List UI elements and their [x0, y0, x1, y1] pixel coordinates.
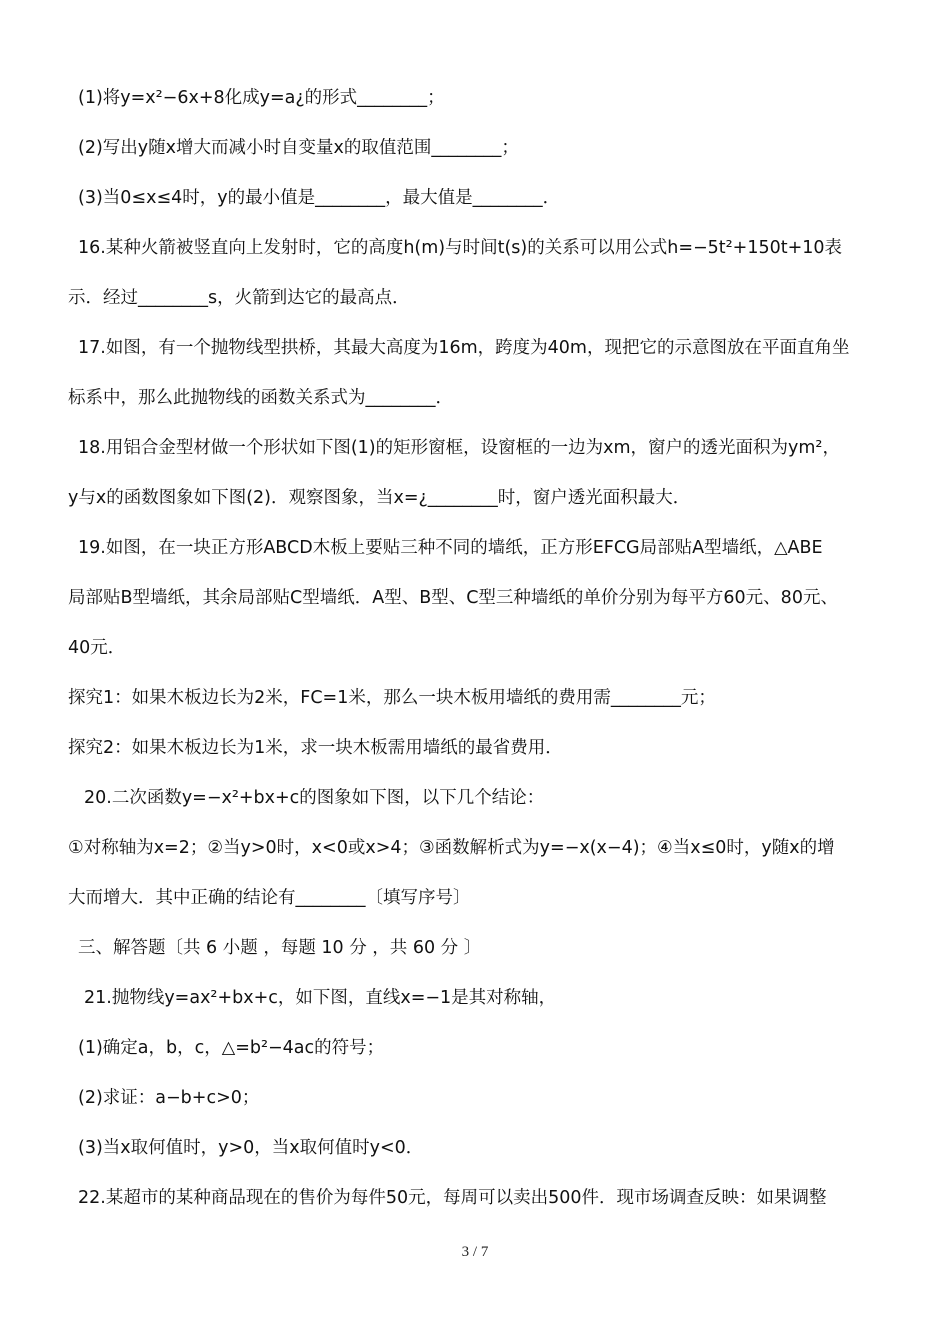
q18-line2: y与x的函数图象如下图(2)．观察图象，当x=¿________时，窗户透光面积最大． [68, 488, 691, 508]
q20-line2: ①对称轴为x=2；②当y>0时，x<0或x>4；③函数解析式为y=−x(x−4)；④当x≤0时，y随x的增 [68, 838, 835, 858]
q20-line1: 20.二次函数y=−x²+bx+c的图象如下图，以下几个结论： [84, 788, 545, 808]
q19-explore2: 探究2：如果木板边长为1米，求一块木板需用墙纸的最省费用． [68, 738, 563, 758]
q15-part1: (1)将y=x²−6x+8化成y=a¿的形式________； [78, 88, 445, 108]
q19-line1: 19.如图，在一块正方形ABCD木板上要贴三种不同的墙纸，正方形EFCG局部贴A型墙纸，△ABE [78, 538, 823, 558]
q22-line1: 22.某超市的某种商品现在的售价为每件50元，每周可以卖出500件．现市场调查反映：如果调整 [78, 1188, 827, 1208]
q18-line1: 18.用铝合金型材做一个形状如下图(1)的矩形窗框，设窗框的一边为xm，窗户的透光面积为ym²， [78, 438, 840, 458]
q19-line2: 局部贴B型墙纸，其余局部贴C型墙纸．A型、B型、C型三种墙纸的单价分别为每平方60元、80元、 [68, 588, 838, 608]
q16-line2: 示．经过________s，火箭到达它的最高点． [68, 288, 410, 308]
q21-part1: (1)确定a，b，c，△=b²−4ac的符号； [78, 1038, 385, 1058]
section-heading: 三、解答题〔共 6 小题 ，每题 10 分 ，共 60 分 〕 [78, 938, 482, 958]
q17-line1: 17.如图，有一个抛物线型拱桥，其最大高度为16m，跨度为40m，现把它的示意图放在平面直角坐 [78, 338, 850, 358]
q17-line2: 标系中，那么此抛物线的函数关系式为________． [68, 388, 453, 408]
q15-part2: (2)写出y随x增大而减小时自变量x的取值范围________； [78, 138, 519, 158]
q19-explore1: 探究1：如果木板边长为2米，FC=1米，那么一块木板用墙纸的费用需________元； [68, 688, 716, 708]
q15-part3: (3)当0≤x≤4时，y的最小值是________，最大值是________． [78, 188, 561, 208]
page-number: 3 / 7 [461, 1244, 489, 1260]
q19-line3: 40元． [68, 638, 126, 658]
q20-line3: 大而增大．其中正确的结论有________〔填写序号〕 [68, 888, 471, 908]
q21-part2: (2)求证：a−b+c>0； [78, 1088, 260, 1108]
q21-part3: (3)当x取何值时，y>0，当x取何值时y<0． [78, 1138, 424, 1158]
q16-line1: 16.某种火箭被竖直向上发射时，它的高度h(m)与时间t(s)的关系可以用公式h=−5t²+150t+10表 [78, 238, 843, 258]
q21-line1: 21.抛物线y=ax²+bx+c，如下图，直线x=−1是其对称轴， [84, 988, 557, 1008]
